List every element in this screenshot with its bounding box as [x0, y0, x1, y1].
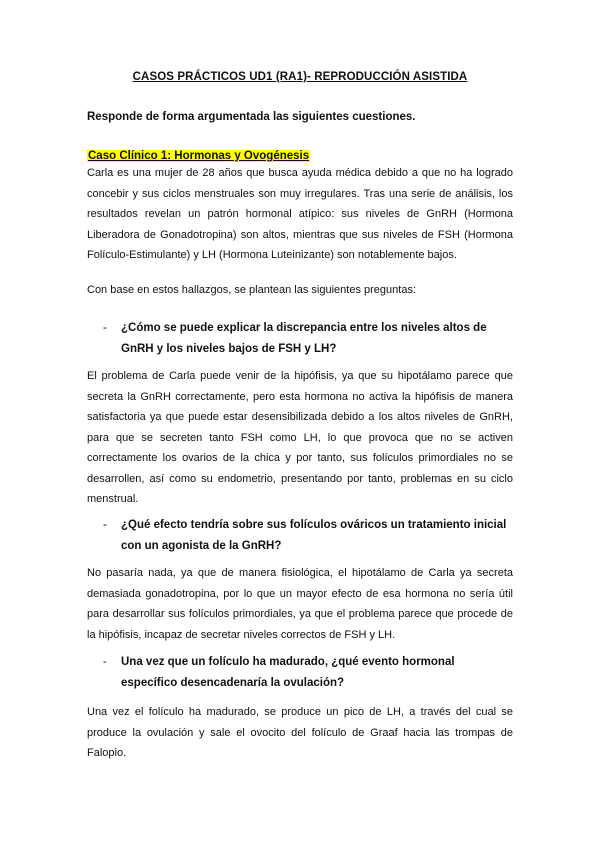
- bullet: -: [103, 322, 107, 334]
- questions-intro: Con base en estos hallazgos, se plantean las siguientes preguntas:: [87, 284, 416, 296]
- case-heading: Caso Clínico 1: Hormonas y Ovogénesis: [88, 150, 310, 162]
- question-3: [103, 652, 513, 693]
- answer-3: Una vez el folículo ha madurado, se produce un pico de LH, a través del cual se produce la ovulación y sale el ovocito del folículo de Graaf hacia las trompas de Falopio.: [87, 706, 513, 759]
- case-description: Carla es una mujer de 28 años que busca ayuda médica debido a que no ha logrado concebir y sus ciclos menstruales son muy irregulares. Tras una serie de análisis, los resultados revelan un patrón hormonal atípico: sus niveles de GnRH (Hormona Liberadora de Gonadotropina) son altos, mientras que sus niveles de FSH (Hormona Folículo-Estimulante) y LH (Hormona Luteinizante) son notablemente bajos.: [87, 167, 513, 261]
- bullet: -: [103, 519, 107, 531]
- answer-1: El problema de Carla puede venir de la hipófisis, ya que su hipotálamo parece que secreta la GnRH correctamente, pero esta hormona no activa la hipófisis de manera satisfactoria ya que puede estar desensibilizada debido a los altos niveles de GnRH, para que se secreten tanto FSH como LH, lo que provoca que no se activen correctamente los ovarios de la chica y por tanto, sus folículos primordiales no se desarrollen, así como su endometrio, presentando por tanto, problemas en su ciclo menstrual.: [87, 370, 513, 505]
- document-title: CASOS PRÁCTICOS UD1 (RA1)- REPRODUCCIÓN ASISTIDA: [132, 71, 468, 83]
- instructions: Responde de forma argumentada las siguientes cuestiones.: [87, 111, 416, 123]
- question-text: Una vez que un folículo ha madurado, ¿qué evento hormonal específico desencadenaría la ovulación?: [121, 656, 455, 689]
- bullet: -: [103, 656, 107, 668]
- question-2: [103, 515, 513, 556]
- answer-2: No pasaría nada, ya que de manera fisiológica, el hipotálamo de Carla ya secreta demasiada gonadotropina, por lo que un mayor efecto de esa hormona no sería útil para desarrollar sus folículos primordiales, ya que el problema parece que procede de la hipófisis, incapaz de secretar niveles correctos de FSH y LH.: [87, 567, 513, 641]
- question-text: ¿Cómo se puede explicar la discrepancia entre los niveles altos de GnRH y los niveles bajos de FSH y LH?: [121, 322, 487, 355]
- question-text: ¿Qué efecto tendría sobre sus folículos ováricos un tratamiento inicial con un agonista de la GnRH?: [121, 519, 507, 552]
- question-1: [103, 318, 513, 359]
